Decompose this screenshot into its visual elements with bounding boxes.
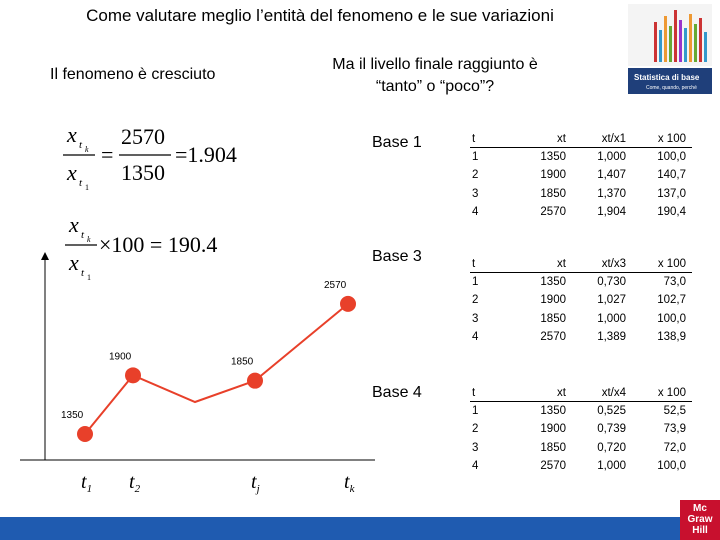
book-title: Statistica di base <box>634 73 700 82</box>
table-row <box>470 203 692 221</box>
svg-text:k: k <box>85 145 89 154</box>
x-tick-label: $t_k$ <box>344 471 355 495</box>
cell: 1,027 <box>597 294 626 307</box>
base4-label: Base 4 <box>372 384 422 401</box>
cell: 0,739 <box>597 423 626 436</box>
publisher-logo <box>680 500 720 540</box>
table-row <box>470 148 692 167</box>
book-subtitle: Come, quando, perché <box>646 85 697 91</box>
logo-line2: Graw <box>687 514 713 525</box>
svg-text:x: x <box>69 212 79 237</box>
cell: 100,0 <box>657 151 686 164</box>
header-t: t <box>470 255 510 273</box>
table-row <box>470 439 692 457</box>
svg-text:x: x <box>67 160 77 185</box>
cell: 73,9 <box>663 423 686 436</box>
cell: 4 <box>472 331 479 344</box>
cell: 1,389 <box>597 331 626 344</box>
book-cover-graphic <box>624 0 716 96</box>
table-row <box>470 166 692 184</box>
header-ratio: xt/x3 <box>572 255 632 273</box>
formula1-result: =1.904 <box>175 142 237 167</box>
cell: 1850 <box>540 187 566 200</box>
cell: 3 <box>472 187 479 200</box>
book-cover-image <box>624 0 716 96</box>
cell: 4 <box>472 206 479 219</box>
cell: 1,000 <box>597 151 626 164</box>
data-point <box>247 373 263 389</box>
right-subtitle-line2: “tanto” o “poco”? <box>375 78 495 95</box>
cell: 1350 <box>540 276 566 289</box>
footer-bar <box>0 517 720 540</box>
formula-ratio <box>63 122 237 192</box>
cell: 138,9 <box>657 331 686 344</box>
data-point <box>125 367 141 383</box>
cell: 3 <box>472 312 479 325</box>
cell: 4 <box>472 460 479 473</box>
cell: 1850 <box>540 441 566 454</box>
cell: 1 <box>472 405 479 418</box>
cell: 1900 <box>540 423 566 436</box>
svg-text:1: 1 <box>85 183 89 192</box>
table-base4 <box>470 384 692 475</box>
svg-text:t: t <box>81 229 85 241</box>
table-row <box>470 310 692 328</box>
svg-text:k: k <box>87 235 91 244</box>
svg-text:x: x <box>69 250 79 275</box>
cell: 2570 <box>540 331 566 344</box>
x-tick-label: $t_1$ <box>81 471 93 495</box>
header-ratio: xt/x4 <box>572 384 632 402</box>
data-point <box>77 426 93 442</box>
data-label: 2570 <box>324 279 347 291</box>
cell: 1 <box>472 151 479 164</box>
formula1-numerator: 2570 <box>121 124 165 149</box>
table-row <box>470 420 692 438</box>
cell: 1350 <box>540 405 566 418</box>
x-tick-label: $t_j$ <box>251 471 260 495</box>
data-label: 1850 <box>231 356 254 368</box>
cell: 100,0 <box>657 460 686 473</box>
cell: 0,525 <box>597 405 626 418</box>
svg-text:t: t <box>79 139 83 151</box>
data-label: 1350 <box>61 410 84 421</box>
slide-title: Come valutare meglio l’entità del fenomeno e le sue variazioni <box>86 6 554 25</box>
cell: 140,7 <box>657 169 686 182</box>
cell: 0,720 <box>597 441 626 454</box>
cell: 3 <box>472 441 479 454</box>
table-row <box>470 185 692 203</box>
cell: 1900 <box>540 294 566 307</box>
table-row <box>470 457 692 475</box>
x-tick-label: $t_2$ <box>129 471 141 495</box>
cell: 1900 <box>540 169 566 182</box>
header-xt: xt <box>510 130 572 148</box>
cell: 2 <box>472 169 479 182</box>
header-index: x 100 <box>632 130 692 148</box>
cell: 1,407 <box>597 169 626 182</box>
cell: 1,370 <box>597 187 626 200</box>
table-row <box>470 291 692 309</box>
cell: 2570 <box>540 206 566 219</box>
y-axis-arrow <box>41 252 49 260</box>
cell: 1,904 <box>597 206 626 219</box>
series-line <box>85 304 348 434</box>
table-base3 <box>470 255 692 346</box>
header-t: t <box>470 384 510 402</box>
left-subtitle: Il fenomeno è cresciuto <box>50 66 216 83</box>
svg-text:1: 1 <box>87 273 91 282</box>
cell: 2 <box>472 423 479 436</box>
formula2-result: ×100 = 190.4 <box>99 232 218 257</box>
cell: 0,730 <box>597 276 626 289</box>
svg-text:t: t <box>79 177 83 189</box>
table-row <box>470 273 692 292</box>
cell: 190,4 <box>657 206 686 219</box>
cell: 2 <box>472 294 479 307</box>
svg-text:=: = <box>101 142 114 167</box>
table-base1 <box>470 130 692 221</box>
header-xt: xt <box>510 255 572 273</box>
cell: 1,000 <box>597 460 626 473</box>
header-index: x 100 <box>632 384 692 402</box>
logo-line3: Hill <box>692 525 708 536</box>
logo-line1: Mc <box>693 503 707 514</box>
formula1-denominator: 1350 <box>121 160 165 185</box>
cell: 52,5 <box>663 405 686 418</box>
cell: 102,7 <box>657 294 686 307</box>
data-label: 1900 <box>109 351 132 363</box>
cell: 100,0 <box>657 312 686 325</box>
header-ratio: xt/x1 <box>572 130 632 148</box>
base3-label: Base 3 <box>372 248 422 265</box>
svg-text:x: x <box>67 122 77 147</box>
header-t: t <box>470 130 510 148</box>
header-xt: xt <box>510 384 572 402</box>
table-row <box>470 402 692 421</box>
cell: 1350 <box>540 151 566 164</box>
cell: 1,000 <box>597 312 626 325</box>
cell: 2570 <box>540 460 566 473</box>
cell: 73,0 <box>663 276 686 289</box>
cell: 137,0 <box>657 187 686 200</box>
cell: 72,0 <box>663 441 686 454</box>
cell: 1 <box>472 276 479 289</box>
line-chart <box>20 250 380 500</box>
data-point <box>340 296 356 312</box>
table-header-row <box>470 255 692 273</box>
svg-text:t: t <box>81 267 85 279</box>
right-subtitle-line1: Ma il livello finale raggiunto è <box>332 56 538 73</box>
right-subtitle <box>300 54 570 98</box>
base1-label: Base 1 <box>372 134 422 151</box>
table-row <box>470 328 692 346</box>
header-index: x 100 <box>632 255 692 273</box>
table-header-row <box>470 130 692 148</box>
table-header-row <box>470 384 692 402</box>
cell: 1850 <box>540 312 566 325</box>
